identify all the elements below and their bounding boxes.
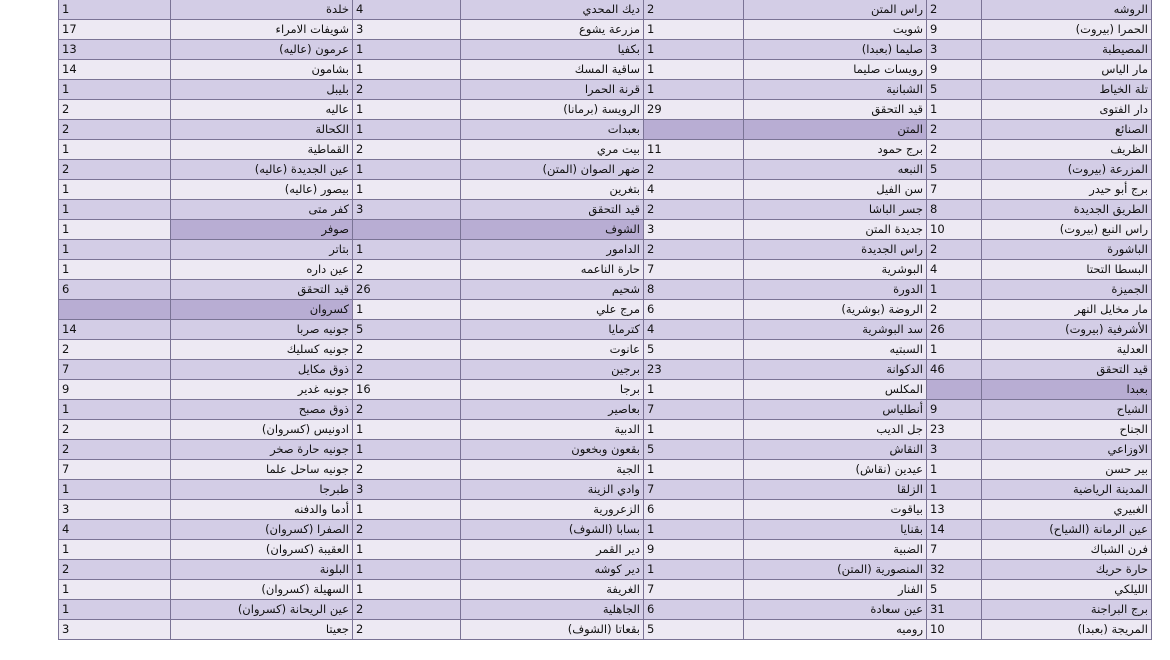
table-row (59, 300, 1152, 320)
count-cell[interactable]: 4 (59, 520, 171, 540)
location-cell[interactable]: عين سعادة (744, 600, 927, 620)
count-cell[interactable]: 3 (353, 20, 461, 40)
count-cell[interactable]: 8 (644, 280, 744, 300)
count-cell[interactable]: 10 (927, 220, 982, 240)
count-cell[interactable]: 3 (927, 440, 982, 460)
location-cell[interactable]: راس المتن (744, 0, 927, 20)
count-cell[interactable]: 1 (59, 180, 171, 200)
location-cell[interactable]: الفنار (744, 580, 927, 600)
count-cell[interactable]: 1 (353, 300, 461, 320)
count-cell[interactable]: 11 (644, 140, 744, 160)
district-header-cell[interactable]: كسروان (171, 300, 353, 320)
count-cell[interactable]: 3 (353, 480, 461, 500)
count-cell[interactable]: 2 (353, 360, 461, 380)
location-cell[interactable]: ديك المحدي (461, 0, 644, 20)
location-cell[interactable]: الروشه (982, 0, 1152, 20)
count-cell[interactable]: 1 (644, 380, 744, 400)
district-header-cell[interactable]: الشوف (461, 220, 644, 240)
count-cell[interactable]: 1 (927, 340, 982, 360)
location-cell[interactable]: ضهر الصوان (المتن) (461, 160, 644, 180)
location-cell[interactable]: الأشرفية (بيروت) (982, 320, 1152, 340)
location-cell[interactable]: أنطلياس (744, 400, 927, 420)
location-cell[interactable]: عين الجديدة (عاليه) (171, 160, 353, 180)
count-cell[interactable]: 2 (59, 100, 171, 120)
location-cell[interactable]: برج أبو حيدر (982, 180, 1152, 200)
location-cell[interactable]: شويفات الامراء (171, 20, 353, 40)
count-cell[interactable]: 6 (644, 500, 744, 520)
count-cell[interactable]: 6 (644, 600, 744, 620)
count-cell[interactable]: 1 (353, 120, 461, 140)
count-cell[interactable]: 2 (353, 600, 461, 620)
count-cell[interactable]: 4 (644, 320, 744, 340)
location-cell[interactable]: الضبية (744, 540, 927, 560)
count-cell[interactable]: 6 (644, 300, 744, 320)
empty-count-cell[interactable] (644, 120, 744, 140)
count-cell[interactable]: 2 (353, 260, 461, 280)
location-cell[interactable]: برجا (461, 380, 644, 400)
location-cell[interactable]: عاليه (171, 100, 353, 120)
location-cell[interactable]: جونيه حارة صخر (171, 440, 353, 460)
location-cell[interactable]: البلونة (171, 560, 353, 580)
count-cell[interactable]: 1 (353, 160, 461, 180)
count-cell[interactable]: 9 (927, 20, 982, 40)
location-cell[interactable]: حارة حريك (982, 560, 1152, 580)
location-cell[interactable]: الشبانية (744, 80, 927, 100)
count-cell[interactable]: 23 (927, 420, 982, 440)
count-cell[interactable]: 14 (927, 520, 982, 540)
count-cell[interactable]: 2 (644, 160, 744, 180)
table-row (59, 120, 1152, 140)
count-cell[interactable]: 2 (59, 160, 171, 180)
count-cell[interactable]: 4 (353, 0, 461, 20)
location-cell[interactable]: المزرعة (بيروت) (982, 160, 1152, 180)
location-cell[interactable]: الجناح (982, 420, 1152, 440)
count-cell[interactable]: 2 (59, 440, 171, 460)
count-cell[interactable]: 2 (644, 200, 744, 220)
location-cell[interactable]: بيت مري (461, 140, 644, 160)
location-cell[interactable]: قيد التحقق (982, 360, 1152, 380)
location-cell[interactable]: جل الديب (744, 420, 927, 440)
location-cell[interactable]: المكلس (744, 380, 927, 400)
count-cell[interactable]: 5 (644, 620, 744, 640)
location-cell[interactable]: الجميزة (982, 280, 1152, 300)
location-cell[interactable]: بتاتر (171, 240, 353, 260)
location-cell[interactable]: جسر الباشا (744, 200, 927, 220)
location-cell[interactable]: دار الفتوى (982, 100, 1152, 120)
table-row (59, 560, 1152, 580)
table-row (59, 40, 1152, 60)
table-row (59, 400, 1152, 420)
location-cell[interactable]: دير القمر (461, 540, 644, 560)
count-cell[interactable]: 7 (644, 580, 744, 600)
count-cell[interactable]: 1 (353, 100, 461, 120)
count-cell[interactable]: 5 (644, 340, 744, 360)
count-cell[interactable]: 1 (353, 540, 461, 560)
location-cell[interactable]: طبرجا (171, 480, 353, 500)
location-cell[interactable]: تلة الخياط (982, 80, 1152, 100)
count-cell[interactable]: 1 (644, 60, 744, 80)
table-row (59, 100, 1152, 120)
count-cell[interactable]: 1 (353, 40, 461, 60)
location-cell[interactable]: جعيتا (171, 620, 353, 640)
count-cell[interactable]: 7 (927, 180, 982, 200)
count-cell[interactable]: 1 (59, 580, 171, 600)
location-cell[interactable]: بقنايا (744, 520, 927, 540)
count-cell[interactable]: 1 (644, 460, 744, 480)
empty-count-cell[interactable] (353, 220, 461, 240)
table-row (59, 420, 1152, 440)
count-cell[interactable]: 2 (353, 620, 461, 640)
table-row (59, 80, 1152, 100)
count-cell[interactable]: 6 (59, 280, 171, 300)
location-cell[interactable]: راس النبع (بيروت) (982, 220, 1152, 240)
count-cell[interactable]: 7 (644, 260, 744, 280)
district-header-cell[interactable]: المتن (744, 120, 927, 140)
count-cell[interactable]: 1 (644, 40, 744, 60)
table-row (59, 260, 1152, 280)
count-cell[interactable]: 17 (59, 20, 171, 40)
count-cell[interactable]: 2 (59, 560, 171, 580)
location-cell[interactable]: بقعاتا (الشوف) (461, 620, 644, 640)
table-body (59, 0, 1152, 640)
location-cell[interactable]: شحيم (461, 280, 644, 300)
location-cell[interactable]: الدامور (461, 240, 644, 260)
location-cell[interactable]: المدينة الرياضية (982, 480, 1152, 500)
location-cell[interactable]: عين داره (171, 260, 353, 280)
count-cell[interactable]: 1 (353, 240, 461, 260)
count-cell[interactable]: 1 (59, 80, 171, 100)
count-cell[interactable]: 7 (644, 480, 744, 500)
count-cell[interactable]: 2 (353, 400, 461, 420)
empty-count-cell[interactable] (927, 380, 982, 400)
count-cell[interactable]: 29 (644, 100, 744, 120)
count-cell[interactable]: 26 (353, 280, 461, 300)
count-cell[interactable]: 23 (644, 360, 744, 380)
count-cell[interactable]: 1 (59, 540, 171, 560)
location-cell[interactable]: برجين (461, 360, 644, 380)
table-row (59, 480, 1152, 500)
count-cell[interactable]: 7 (59, 360, 171, 380)
location-cell[interactable]: عين الرمانة (الشياح) (982, 520, 1152, 540)
location-cell[interactable]: المنصورية (المتن) (744, 560, 927, 580)
table-row (59, 320, 1152, 340)
count-cell[interactable]: 1 (59, 600, 171, 620)
location-cell[interactable]: مار الياس (982, 60, 1152, 80)
location-cell[interactable]: جديدة المتن (744, 220, 927, 240)
location-cell[interactable]: حارة الناعمه (461, 260, 644, 280)
location-cell[interactable]: وادي الزينة (461, 480, 644, 500)
count-cell[interactable]: 1 (59, 240, 171, 260)
location-cell[interactable]: العدلية (982, 340, 1152, 360)
location-cell[interactable]: قيد التحقق (461, 200, 644, 220)
table-row (59, 440, 1152, 460)
location-cell[interactable]: راس الجديدة (744, 240, 927, 260)
location-cell[interactable]: البوشرية (744, 260, 927, 280)
location-cell[interactable]: فرن الشباك (982, 540, 1152, 560)
location-cell[interactable]: الزعرورية (461, 500, 644, 520)
count-cell[interactable]: 7 (927, 540, 982, 560)
count-cell[interactable]: 8 (927, 200, 982, 220)
location-cell[interactable]: دير كوشه (461, 560, 644, 580)
location-cell[interactable]: القماطية (171, 140, 353, 160)
count-cell[interactable]: 1 (644, 420, 744, 440)
location-cell[interactable]: بير حسن (982, 460, 1152, 480)
count-cell[interactable]: 14 (59, 320, 171, 340)
location-cell[interactable]: مرج علي (461, 300, 644, 320)
count-cell[interactable]: 16 (353, 380, 461, 400)
table-row (59, 220, 1152, 240)
table-row (59, 0, 1152, 20)
location-cell[interactable]: جونيه ساحل علما (171, 460, 353, 480)
location-cell[interactable]: العقيبة (كسروان) (171, 540, 353, 560)
count-cell[interactable]: 1 (59, 400, 171, 420)
table-row (59, 280, 1152, 300)
table-row (59, 240, 1152, 260)
table-row (59, 200, 1152, 220)
count-cell[interactable]: 3 (927, 40, 982, 60)
count-cell[interactable]: 9 (927, 400, 982, 420)
location-cell[interactable]: الجاهلية (461, 600, 644, 620)
location-cell[interactable]: الشياح (982, 400, 1152, 420)
location-cell[interactable]: قيد التحقق (171, 280, 353, 300)
count-cell[interactable]: 2 (927, 300, 982, 320)
count-cell[interactable]: 1 (59, 0, 171, 20)
locations-table (58, 0, 1152, 640)
location-cell[interactable]: الظريف (982, 140, 1152, 160)
count-cell[interactable]: 2 (927, 0, 982, 20)
count-cell[interactable]: 9 (927, 60, 982, 80)
location-cell[interactable]: الرويسة (برمانا) (461, 100, 644, 120)
count-cell[interactable]: 1 (927, 100, 982, 120)
table-row (59, 540, 1152, 560)
count-cell[interactable]: 9 (644, 540, 744, 560)
district-header-cell[interactable]: بعبدا (982, 380, 1152, 400)
count-cell[interactable]: 7 (644, 400, 744, 420)
table-row (59, 180, 1152, 200)
location-cell[interactable]: المصيطبة (982, 40, 1152, 60)
location-cell[interactable]: روميه (744, 620, 927, 640)
count-cell[interactable]: 1 (644, 80, 744, 100)
table-row (59, 140, 1152, 160)
location-cell[interactable]: بليبل (171, 80, 353, 100)
location-cell[interactable]: برج حمود (744, 140, 927, 160)
location-cell[interactable]: مزرعة يشوع (461, 20, 644, 40)
count-cell[interactable]: 4 (644, 180, 744, 200)
location-cell[interactable]: الغبيري (982, 500, 1152, 520)
count-cell[interactable]: 1 (59, 480, 171, 500)
count-cell[interactable]: 2 (59, 120, 171, 140)
location-cell[interactable]: قيد التحقق (744, 100, 927, 120)
count-cell[interactable]: 46 (927, 360, 982, 380)
location-cell[interactable]: الصنائع (982, 120, 1152, 140)
count-cell[interactable]: 9 (59, 380, 171, 400)
location-cell[interactable]: عيدين (نقاش) (744, 460, 927, 480)
count-cell[interactable]: 5 (927, 160, 982, 180)
count-cell[interactable]: 26 (927, 320, 982, 340)
location-cell[interactable]: ذوق مكايل (171, 360, 353, 380)
count-cell[interactable]: 3 (59, 500, 171, 520)
table-row (59, 340, 1152, 360)
count-cell[interactable]: 1 (59, 200, 171, 220)
location-cell[interactable]: رويسات صليما (744, 60, 927, 80)
count-cell[interactable]: 5 (644, 440, 744, 460)
table-row (59, 500, 1152, 520)
location-cell[interactable]: برج البراجنة (982, 600, 1152, 620)
location-cell[interactable]: بقعون وبخعون (461, 440, 644, 460)
location-cell[interactable]: ادونيس (كسروان) (171, 420, 353, 440)
table-row (59, 460, 1152, 480)
count-cell[interactable]: 1 (59, 220, 171, 240)
count-cell[interactable]: 1 (353, 560, 461, 580)
count-cell[interactable]: 2 (353, 340, 461, 360)
location-cell[interactable]: الحمرا (بيروت) (982, 20, 1152, 40)
count-cell[interactable]: 1 (59, 140, 171, 160)
location-cell[interactable]: الكحالة (171, 120, 353, 140)
count-cell[interactable]: 13 (927, 500, 982, 520)
location-cell[interactable]: ساقية المسك (461, 60, 644, 80)
location-cell[interactable]: الدورة (744, 280, 927, 300)
table-row (59, 60, 1152, 80)
location-cell[interactable]: النبعه (744, 160, 927, 180)
location-cell[interactable]: عانوت (461, 340, 644, 360)
count-cell[interactable]: 5 (927, 80, 982, 100)
count-cell[interactable]: 1 (353, 440, 461, 460)
location-cell[interactable]: عرمون (عاليه) (171, 40, 353, 60)
empty-count-cell[interactable] (59, 300, 171, 320)
count-cell[interactable]: 2 (353, 140, 461, 160)
count-cell[interactable]: 1 (644, 520, 744, 540)
location-cell[interactable]: شويت (744, 20, 927, 40)
location-cell[interactable]: الجية (461, 460, 644, 480)
location-cell[interactable]: خلدة (171, 0, 353, 20)
district-header-cell[interactable]: صوفر (171, 220, 353, 240)
location-cell[interactable]: بعاصير (461, 400, 644, 420)
count-cell[interactable]: 1 (927, 480, 982, 500)
location-cell[interactable]: الدكوانة (744, 360, 927, 380)
count-cell[interactable]: 14 (59, 60, 171, 80)
table-row (59, 600, 1152, 620)
location-cell[interactable]: أدما والدفنه (171, 500, 353, 520)
location-cell[interactable]: كفر متى (171, 200, 353, 220)
location-cell[interactable]: السهيلة (كسروان) (171, 580, 353, 600)
location-cell[interactable]: الدبية (461, 420, 644, 440)
count-cell[interactable]: 1 (927, 280, 982, 300)
location-cell[interactable]: الصفرا (كسروان) (171, 520, 353, 540)
location-cell[interactable]: مار مخايل النهر (982, 300, 1152, 320)
table-row (59, 520, 1152, 540)
location-cell[interactable]: سد البوشرية (744, 320, 927, 340)
location-cell[interactable]: المريجة (بعبدا) (982, 620, 1152, 640)
count-cell[interactable]: 1 (353, 180, 461, 200)
location-cell[interactable]: قرنة الحمرا (461, 80, 644, 100)
count-cell[interactable]: 1 (59, 260, 171, 280)
location-cell[interactable]: كترمايا (461, 320, 644, 340)
count-cell[interactable]: 5 (927, 580, 982, 600)
location-cell[interactable]: البسطا التحتا (982, 260, 1152, 280)
location-cell[interactable]: بكفيا (461, 40, 644, 60)
count-cell[interactable]: 2 (927, 140, 982, 160)
count-cell[interactable]: 1 (353, 420, 461, 440)
location-cell[interactable]: بيصور (عاليه) (171, 180, 353, 200)
count-cell[interactable]: 3 (353, 200, 461, 220)
location-cell[interactable]: الغريفة (461, 580, 644, 600)
count-cell[interactable]: 2 (644, 240, 744, 260)
count-cell[interactable]: 7 (59, 460, 171, 480)
count-cell[interactable]: 3 (644, 220, 744, 240)
location-cell[interactable]: بتغرين (461, 180, 644, 200)
table-row (59, 380, 1152, 400)
count-cell[interactable]: 2 (644, 0, 744, 20)
table-row (59, 580, 1152, 600)
count-cell[interactable]: 1 (644, 560, 744, 580)
location-cell[interactable]: النقاش (744, 440, 927, 460)
count-cell[interactable]: 2 (59, 420, 171, 440)
count-cell[interactable]: 32 (927, 560, 982, 580)
count-cell[interactable]: 1 (644, 20, 744, 40)
location-cell[interactable]: سن الفيل (744, 180, 927, 200)
location-cell[interactable]: الزلقا (744, 480, 927, 500)
count-cell[interactable]: 2 (353, 520, 461, 540)
count-cell[interactable]: 1 (353, 500, 461, 520)
table-row (59, 360, 1152, 380)
location-cell[interactable]: الباشورة (982, 240, 1152, 260)
location-cell[interactable]: جونيه صربا (171, 320, 353, 340)
location-cell[interactable]: جونيه كسليك (171, 340, 353, 360)
table-row (59, 620, 1152, 640)
count-cell[interactable]: 10 (927, 620, 982, 640)
count-cell[interactable]: 2 (927, 120, 982, 140)
count-cell[interactable]: 1 (353, 60, 461, 80)
count-cell[interactable]: 2 (353, 80, 461, 100)
count-cell[interactable]: 2 (927, 240, 982, 260)
location-cell[interactable]: الاوزاعي (982, 440, 1152, 460)
count-cell[interactable]: 5 (353, 320, 461, 340)
location-cell[interactable]: جونيه غدير (171, 380, 353, 400)
count-cell[interactable]: 2 (353, 460, 461, 480)
count-cell[interactable]: 1 (353, 580, 461, 600)
location-cell[interactable]: بعبدات (461, 120, 644, 140)
location-cell[interactable]: السبتيه (744, 340, 927, 360)
table-row (59, 20, 1152, 40)
location-cell[interactable]: ذوق مصبح (171, 400, 353, 420)
location-cell[interactable]: بسابا (الشوف) (461, 520, 644, 540)
count-cell[interactable]: 13 (59, 40, 171, 60)
location-cell[interactable]: عين الريحانة (كسروان) (171, 600, 353, 620)
location-cell[interactable]: بشامون (171, 60, 353, 80)
location-cell[interactable]: صليما (بعبدا) (744, 40, 927, 60)
count-cell[interactable]: 4 (927, 260, 982, 280)
count-cell[interactable]: 1 (927, 460, 982, 480)
count-cell[interactable]: 31 (927, 600, 982, 620)
count-cell[interactable]: 3 (59, 620, 171, 640)
location-cell[interactable]: بياقوت (744, 500, 927, 520)
table-row (59, 160, 1152, 180)
location-cell[interactable]: الليلكي (982, 580, 1152, 600)
count-cell[interactable]: 2 (59, 340, 171, 360)
location-cell[interactable]: الطريق الجديدة (982, 200, 1152, 220)
location-cell[interactable]: الروضة (بوشرية) (744, 300, 927, 320)
